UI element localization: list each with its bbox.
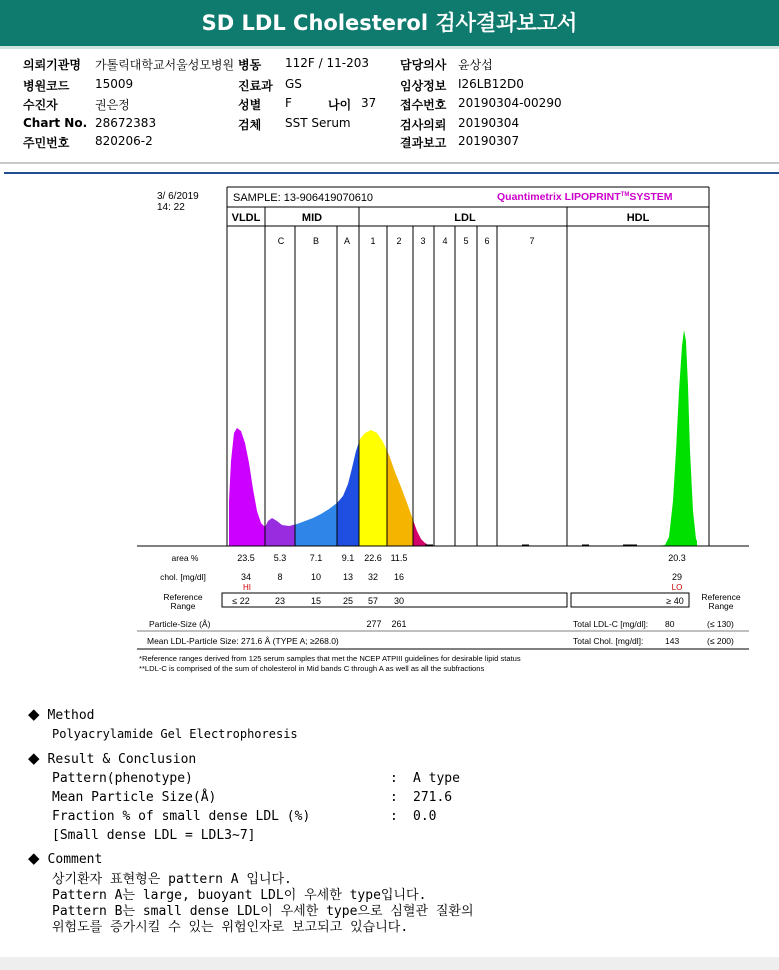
result-line-sep: : xyxy=(390,771,398,786)
sample-id: SAMPLE: 13-906419070610 xyxy=(233,192,374,204)
sub-band-5: 5 xyxy=(463,236,469,246)
result-line-sep: : xyxy=(390,790,398,805)
ref-value: 57 xyxy=(367,596,379,606)
comment-line: 위험도를 증가시킬 수 있는 위험인자로 보고되고 있습니다. xyxy=(52,920,409,935)
band-ldl: LDL xyxy=(454,212,476,224)
result-line-value: A type xyxy=(413,771,460,786)
flag-lo: LO xyxy=(671,583,683,592)
ref-value: ≤ 22 xyxy=(232,596,250,606)
comment-line: Pattern A는 large, buoyant LDL이 우세한 type입니다. xyxy=(52,888,427,903)
page-title: SD LDL Cholesterol 검사결과보고서 xyxy=(201,11,578,35)
report-date: 3/ 6/2019 xyxy=(157,191,199,202)
chol-value: 13 xyxy=(342,572,354,582)
row-ref-right-2: Range xyxy=(708,601,734,611)
total-chol-value: 143 xyxy=(665,636,680,646)
band-mid: MID xyxy=(301,212,323,224)
sub-band-c: C xyxy=(277,236,285,246)
info-label: 임상정보 xyxy=(400,79,447,93)
method-text: Polyacrylamide Gel Electrophoresis xyxy=(52,727,298,741)
info-value: 20190304-00290 xyxy=(458,96,562,110)
info-rrn xyxy=(23,134,69,151)
comment-heading-text: Comment xyxy=(47,852,103,867)
info-chart-no xyxy=(23,116,87,130)
brand-tm: TM xyxy=(620,192,630,198)
comment-line: 상기환자 표현형은 pattern A 입니다. xyxy=(52,872,292,887)
info-accession xyxy=(400,96,446,113)
total-chol-ref: (≤ 200) xyxy=(707,636,734,646)
divider xyxy=(4,172,779,174)
info-institution xyxy=(23,56,81,73)
info-clinical xyxy=(400,77,446,94)
row-chol-label: chol. [mg/dl] xyxy=(160,572,206,582)
info-report-date xyxy=(400,134,446,151)
brand-label xyxy=(497,191,673,203)
chol-value: 16 xyxy=(393,572,405,582)
info-label: 수진자 xyxy=(23,98,58,112)
report-background xyxy=(137,181,749,678)
result-note: [Small dense LDL = LDL3~7] xyxy=(52,828,256,843)
area-value: 11.5 xyxy=(390,553,408,563)
lipoprint-report xyxy=(137,181,749,678)
info-request-date xyxy=(400,116,446,133)
particle-size-label: Particle-Size (Å) xyxy=(149,619,211,629)
info-value: 가톨릭대학교서울성모병원 xyxy=(95,58,235,72)
chol-value: 8 xyxy=(277,572,283,582)
total-ldl-ref: (≤ 130) xyxy=(707,619,734,629)
comment-heading xyxy=(28,849,102,867)
info-value: 20190307 xyxy=(458,134,520,148)
result-line-value: 271.6 xyxy=(413,790,453,805)
footnote-1: *Reference ranges derived from 125 serum samples that met the NCEP ATPIII guidelines for desirable lipid status xyxy=(139,654,521,663)
sub-band-1: 1 xyxy=(370,236,376,246)
footer-bar xyxy=(0,957,779,970)
ref-value: 25 xyxy=(342,596,354,606)
result-line-sep: : xyxy=(390,809,398,824)
sub-band-2: 2 xyxy=(396,236,402,246)
total-chol-label: Total Chol. [mg/dl]: xyxy=(573,636,644,646)
info-value: 권은정 xyxy=(95,98,130,112)
sub-band-b: B xyxy=(312,236,320,246)
brand-suffix: SYSTEM xyxy=(629,191,673,203)
info-value: GS xyxy=(285,77,302,91)
info-dept xyxy=(238,77,273,94)
result-line-label: Mean Particle Size(Å) xyxy=(52,790,217,805)
ref-value: 30 xyxy=(393,596,405,606)
mean-size-text: Mean LDL-Particle Size: 271.6 Å (TYPE A; ≥268.0) xyxy=(147,636,339,646)
ref-value: 15 xyxy=(310,596,322,606)
info-sex xyxy=(238,96,261,113)
info-value: 37 xyxy=(361,96,377,110)
sub-band-3: 3 xyxy=(420,236,426,246)
row-ref-right-1: Reference xyxy=(701,592,741,602)
info-value: I26LB12D0 xyxy=(458,77,524,91)
info-label: 성별 xyxy=(238,98,262,112)
result-heading xyxy=(28,749,196,767)
area-value: 22.6 xyxy=(364,553,382,563)
result-line-label: Fraction % of small dense LDL (%) xyxy=(52,809,311,824)
sub-band-a: A xyxy=(343,236,351,246)
total-ldl-value: 80 xyxy=(665,619,675,629)
info-value: 820206-2 xyxy=(95,134,153,148)
info-value: 20190304 xyxy=(458,116,520,130)
result-line-value: 0.0 xyxy=(413,809,437,824)
info-label: 병동 xyxy=(238,58,262,72)
info-value: 112F / 11-203 xyxy=(285,56,369,70)
area-value-hdl: 20.3 xyxy=(668,553,686,563)
row-ref-label-2: Range xyxy=(170,601,196,611)
chol-value: 34 xyxy=(240,572,252,582)
diamond-icon: ◆ xyxy=(28,749,40,767)
ref-value: 23 xyxy=(274,596,286,606)
particle-size-value: 277 xyxy=(366,619,382,629)
ref-value-hdl: ≥ 40 xyxy=(666,596,684,606)
info-label: 담당의사 xyxy=(400,58,447,72)
info-doctor xyxy=(400,56,446,73)
method-heading-text: Method xyxy=(47,708,95,723)
chol-value-hdl: 29 xyxy=(671,572,683,582)
info-patient xyxy=(23,96,58,113)
diamond-icon: ◆ xyxy=(28,849,40,867)
info-age xyxy=(328,96,351,113)
info-label: 검사의뢰 xyxy=(400,118,447,132)
row-area-label: area % xyxy=(171,553,199,563)
area-value: 5.3 xyxy=(273,553,287,563)
flag-hi: HI xyxy=(243,583,251,592)
diamond-icon: ◆ xyxy=(28,705,40,723)
area-value: 9.1 xyxy=(341,553,355,563)
result-line-label: Pattern(phenotype) xyxy=(52,771,193,786)
chol-value: 32 xyxy=(367,572,379,582)
divider xyxy=(0,162,779,164)
particle-size-value: 261 xyxy=(391,619,407,629)
total-ldl-label: Total LDL-C [mg/dl]: xyxy=(573,619,649,629)
sub-band-7: 7 xyxy=(529,236,535,246)
info-label: 주민번호 xyxy=(23,136,70,150)
info-ward xyxy=(238,56,261,73)
area-value: 23.5 xyxy=(237,553,255,563)
sub-band-6: 6 xyxy=(484,236,490,246)
info-label: 나이 xyxy=(328,98,352,112)
band-hdl: HDL xyxy=(626,212,650,224)
method-heading xyxy=(28,705,95,723)
info-label: 검체 xyxy=(238,118,262,132)
info-label: 진료과 xyxy=(238,79,273,93)
info-hospital-code xyxy=(23,77,69,94)
sub-band-4: 4 xyxy=(442,236,448,246)
info-value: 28672383 xyxy=(95,116,157,130)
info-value: 윤상섭 xyxy=(458,58,493,72)
info-label: 병원코드 xyxy=(23,79,70,93)
footnote-2: **LDL-C is comprised of the sum of cholesterol in Mid bands C through A as well as all the subfractions xyxy=(139,664,485,673)
result-heading-text: Result & Conclusion xyxy=(47,752,197,767)
area-value: 7.1 xyxy=(309,553,323,563)
info-label: Chart No. xyxy=(23,116,88,130)
info-label: 의뢰기관명 xyxy=(23,58,81,72)
row-ref-label-1: Reference xyxy=(163,592,203,602)
comment-line: Pattern B는 small dense LDL이 우세한 type으로 심혈관 질환의 xyxy=(52,904,474,919)
band-vldl: VLDL xyxy=(231,212,261,224)
info-value: 15009 xyxy=(95,77,134,91)
report-time: 14: 22 xyxy=(157,202,185,213)
info-label: 결과보고 xyxy=(400,136,447,150)
brand-name: Quantimetrix LIPOPRINT xyxy=(497,191,621,203)
info-specimen xyxy=(238,116,261,133)
info-value: SST Serum xyxy=(285,116,351,130)
chol-value: 10 xyxy=(310,572,322,582)
info-label: 접수번호 xyxy=(400,98,447,112)
info-value: F xyxy=(285,96,292,110)
